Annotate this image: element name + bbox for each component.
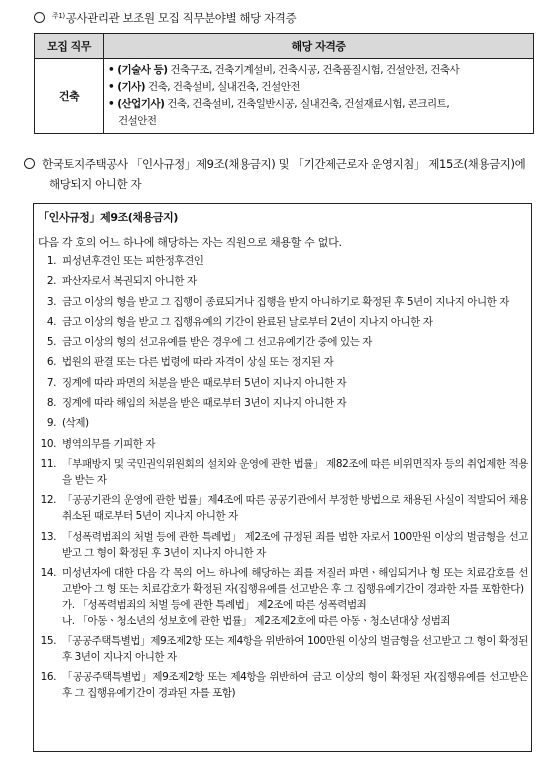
item-text-main: 「부패방지 및 국민권익위원회의 설치와 운영에 관한 법률」 제82조에 따른 비위면직자 등의 취업제한 적용을 받는 자 — [62, 457, 528, 486]
list-item — [38, 669, 528, 701]
item-text — [62, 633, 528, 665]
section2-heading-cont: 해당되지 아니한 자 — [49, 177, 142, 191]
header-certificate: 해당 자격증 — [104, 34, 534, 59]
section2-heading — [24, 157, 525, 172]
qualification-table — [34, 33, 534, 134]
item-text — [62, 436, 528, 452]
item-text-main: 금고 이상의 형을 받고 그 집행이 종료되거나 집행을 받지 아니하기로 확정된 후 5년이 지나지 아니한 자 — [62, 295, 509, 308]
item-text — [62, 492, 528, 524]
item-number: 4. — [46, 315, 56, 328]
section2-title-line1: 한국토지주택공사 「인사규정」제9조(채용금지) 및 「기간제근로자 운영지침」 제15조(채용금지)에 — [42, 157, 526, 171]
list-item — [38, 375, 528, 391]
list-item-continuation: 건설안전 — [118, 115, 157, 127]
item-text — [62, 334, 528, 350]
sub-item: 가. 「성폭력범죄의 처벌 등에 관한 특례법」 제2조에 따른 성폭력범죄 — [62, 598, 367, 611]
item-text-main: 징계에 따라 파면의 처분을 받은 때로부터 5년이 지나지 아니한 자 — [62, 376, 347, 389]
list-item — [38, 395, 528, 411]
item-text-main: 피성년후견인 또는 피한정후견인 — [62, 255, 204, 267]
regulation-box — [33, 203, 532, 752]
item-number: 3. — [46, 295, 56, 308]
item-text-main: (삭제) — [62, 417, 89, 430]
item-text-main: 미성년자에 대한 다음 각 목의 어느 하나에 해당하는 죄를 저질러 파면ㆍ해임되거나 형 또는 치료감호를 선고받아 그 형 또는 치료감호가 확정된 자(집행유예를 선고받은 후 그 집행유예기간이 경과한 자를 포함한다) — [62, 566, 528, 595]
field-cell: 건축 — [35, 59, 104, 134]
item-text-main: 「공공주택특별법」제9조제2항 또는 제4항을 위반하여 금고 이상의 형이 확정된 자(집행유예를 선고받은 후 그 집행유예기간이 경과된 자를 포함) — [62, 671, 528, 700]
sub-item: 나. 「아동ㆍ청소년의 성보호에 관한 법률」 제2조제2호에 따른 아동ㆍ청소년대상 성범죄 — [62, 614, 451, 627]
circle-bullet-icon — [24, 158, 35, 169]
regulation-items — [38, 253, 528, 706]
item-text — [62, 375, 528, 391]
item-text-main: 「공공기관의 운영에 관한 법률」제4조에 따른 공공기관에서 부정한 방법으로 채용된 사실이 적발되어 채용 취소된 때로부터 5년이 지나지 아니한 자 — [62, 494, 528, 523]
section1-title: 공사관리관 보조원 모집 직무분야별 해당 자격증 — [65, 11, 297, 25]
item-text — [62, 314, 528, 330]
item-text-main: 금고 이상의 형의 선고유예를 받은 경우에 그 선고유예기간 중에 있는 자 — [62, 336, 372, 349]
item-text — [62, 354, 528, 370]
item-text — [62, 415, 528, 431]
list-item — [38, 415, 528, 431]
item-number: 10. — [40, 437, 56, 450]
item-text-main: 금고 이상의 형을 받고 그 집행유예의 기간이 완료된 날로부터 2년이 지나지 아니한 자 — [62, 315, 433, 328]
header-job: 모집 직무 — [35, 34, 104, 59]
list-item — [38, 456, 528, 488]
list-item: • (기술사 등) 건축구조, 건축기계설비, 건축시공, 건축품질시험, 건설안전, 건축사 — [108, 64, 460, 76]
regulation-intro: 다음 각 호의 어느 하나에 해당하는 자는 직원으로 채용할 수 없다. — [38, 236, 342, 249]
item-number: 5. — [46, 336, 56, 349]
item-number: 13. — [40, 530, 56, 543]
section1-heading — [34, 9, 296, 26]
footnote-mark: 주1) — [52, 12, 65, 20]
item-text-main: 징계에 따라 해임의 처분을 받은 때로부터 3년이 지나지 아니한 자 — [62, 397, 347, 410]
item-text — [62, 294, 528, 310]
item-number: 2. — [46, 275, 56, 288]
table-header-row — [35, 34, 534, 59]
item-text — [62, 529, 528, 561]
list-item — [38, 529, 528, 561]
item-number: 11. — [40, 457, 56, 470]
item-number: 14. — [40, 566, 56, 579]
list-item: • (기사) 건축, 건축설비, 실내건축, 건설안전 — [108, 81, 300, 93]
regulation-title: 「인사규정」제9조(채용금지) — [38, 211, 178, 224]
bullet-icon: • — [108, 81, 115, 93]
item-number: 7. — [46, 376, 56, 389]
list-item: • (산업기사) 건축, 건축설비, 건축일반시공, 실내건축, 건설재료시험, 콘크리트, — [108, 98, 450, 110]
item-text — [62, 273, 528, 289]
item-text — [62, 456, 528, 488]
list-item — [38, 492, 528, 524]
item-text — [62, 565, 528, 629]
bullet-icon: • — [108, 98, 115, 110]
item-number: 16. — [40, 671, 56, 684]
item-text-main: 「공공주택특별법」제9조제2항 또는 제4항을 위반하여 100만원 이상의 벌금형을 선고받고 그 형이 확정된 후 3년이 지나지 아니한 자 — [62, 635, 528, 664]
item-number: 8. — [46, 397, 56, 410]
list-item — [38, 436, 528, 452]
item-number: 9. — [46, 417, 56, 430]
item-text — [62, 253, 528, 269]
item-text-main: 「성폭력범죄의 처벌 등에 관한 특례법」 제2조에 규정된 죄를 범한 자로서 100만원 이상의 벌금형을 선고받고 그 형이 확정된 후 3년이 지나지 아니한 자 — [62, 530, 528, 559]
list-item — [38, 334, 528, 350]
table-row — [35, 59, 534, 134]
circle-bullet-icon — [34, 12, 45, 23]
item-number: 1. — [46, 255, 56, 267]
item-text — [62, 669, 528, 701]
list-item — [38, 633, 528, 665]
item-text-main: 파산자로서 복권되지 아니한 자 — [62, 275, 197, 288]
certificate-list — [104, 59, 534, 134]
item-number: 15. — [40, 635, 56, 648]
item-text-main: 법원의 판결 또는 다른 법령에 따라 자격이 상실 또는 정지된 자 — [62, 356, 334, 369]
item-number: 12. — [40, 494, 56, 507]
list-item — [38, 294, 528, 310]
item-number: 6. — [46, 356, 56, 369]
list-item — [38, 314, 528, 330]
list-item — [38, 354, 528, 370]
list-item — [38, 565, 528, 629]
item-text — [62, 395, 528, 411]
bullet-icon: • — [108, 64, 115, 76]
list-item — [38, 253, 528, 269]
item-text-main: 병역의무를 기피한 자 — [62, 437, 156, 450]
list-item — [38, 273, 528, 289]
